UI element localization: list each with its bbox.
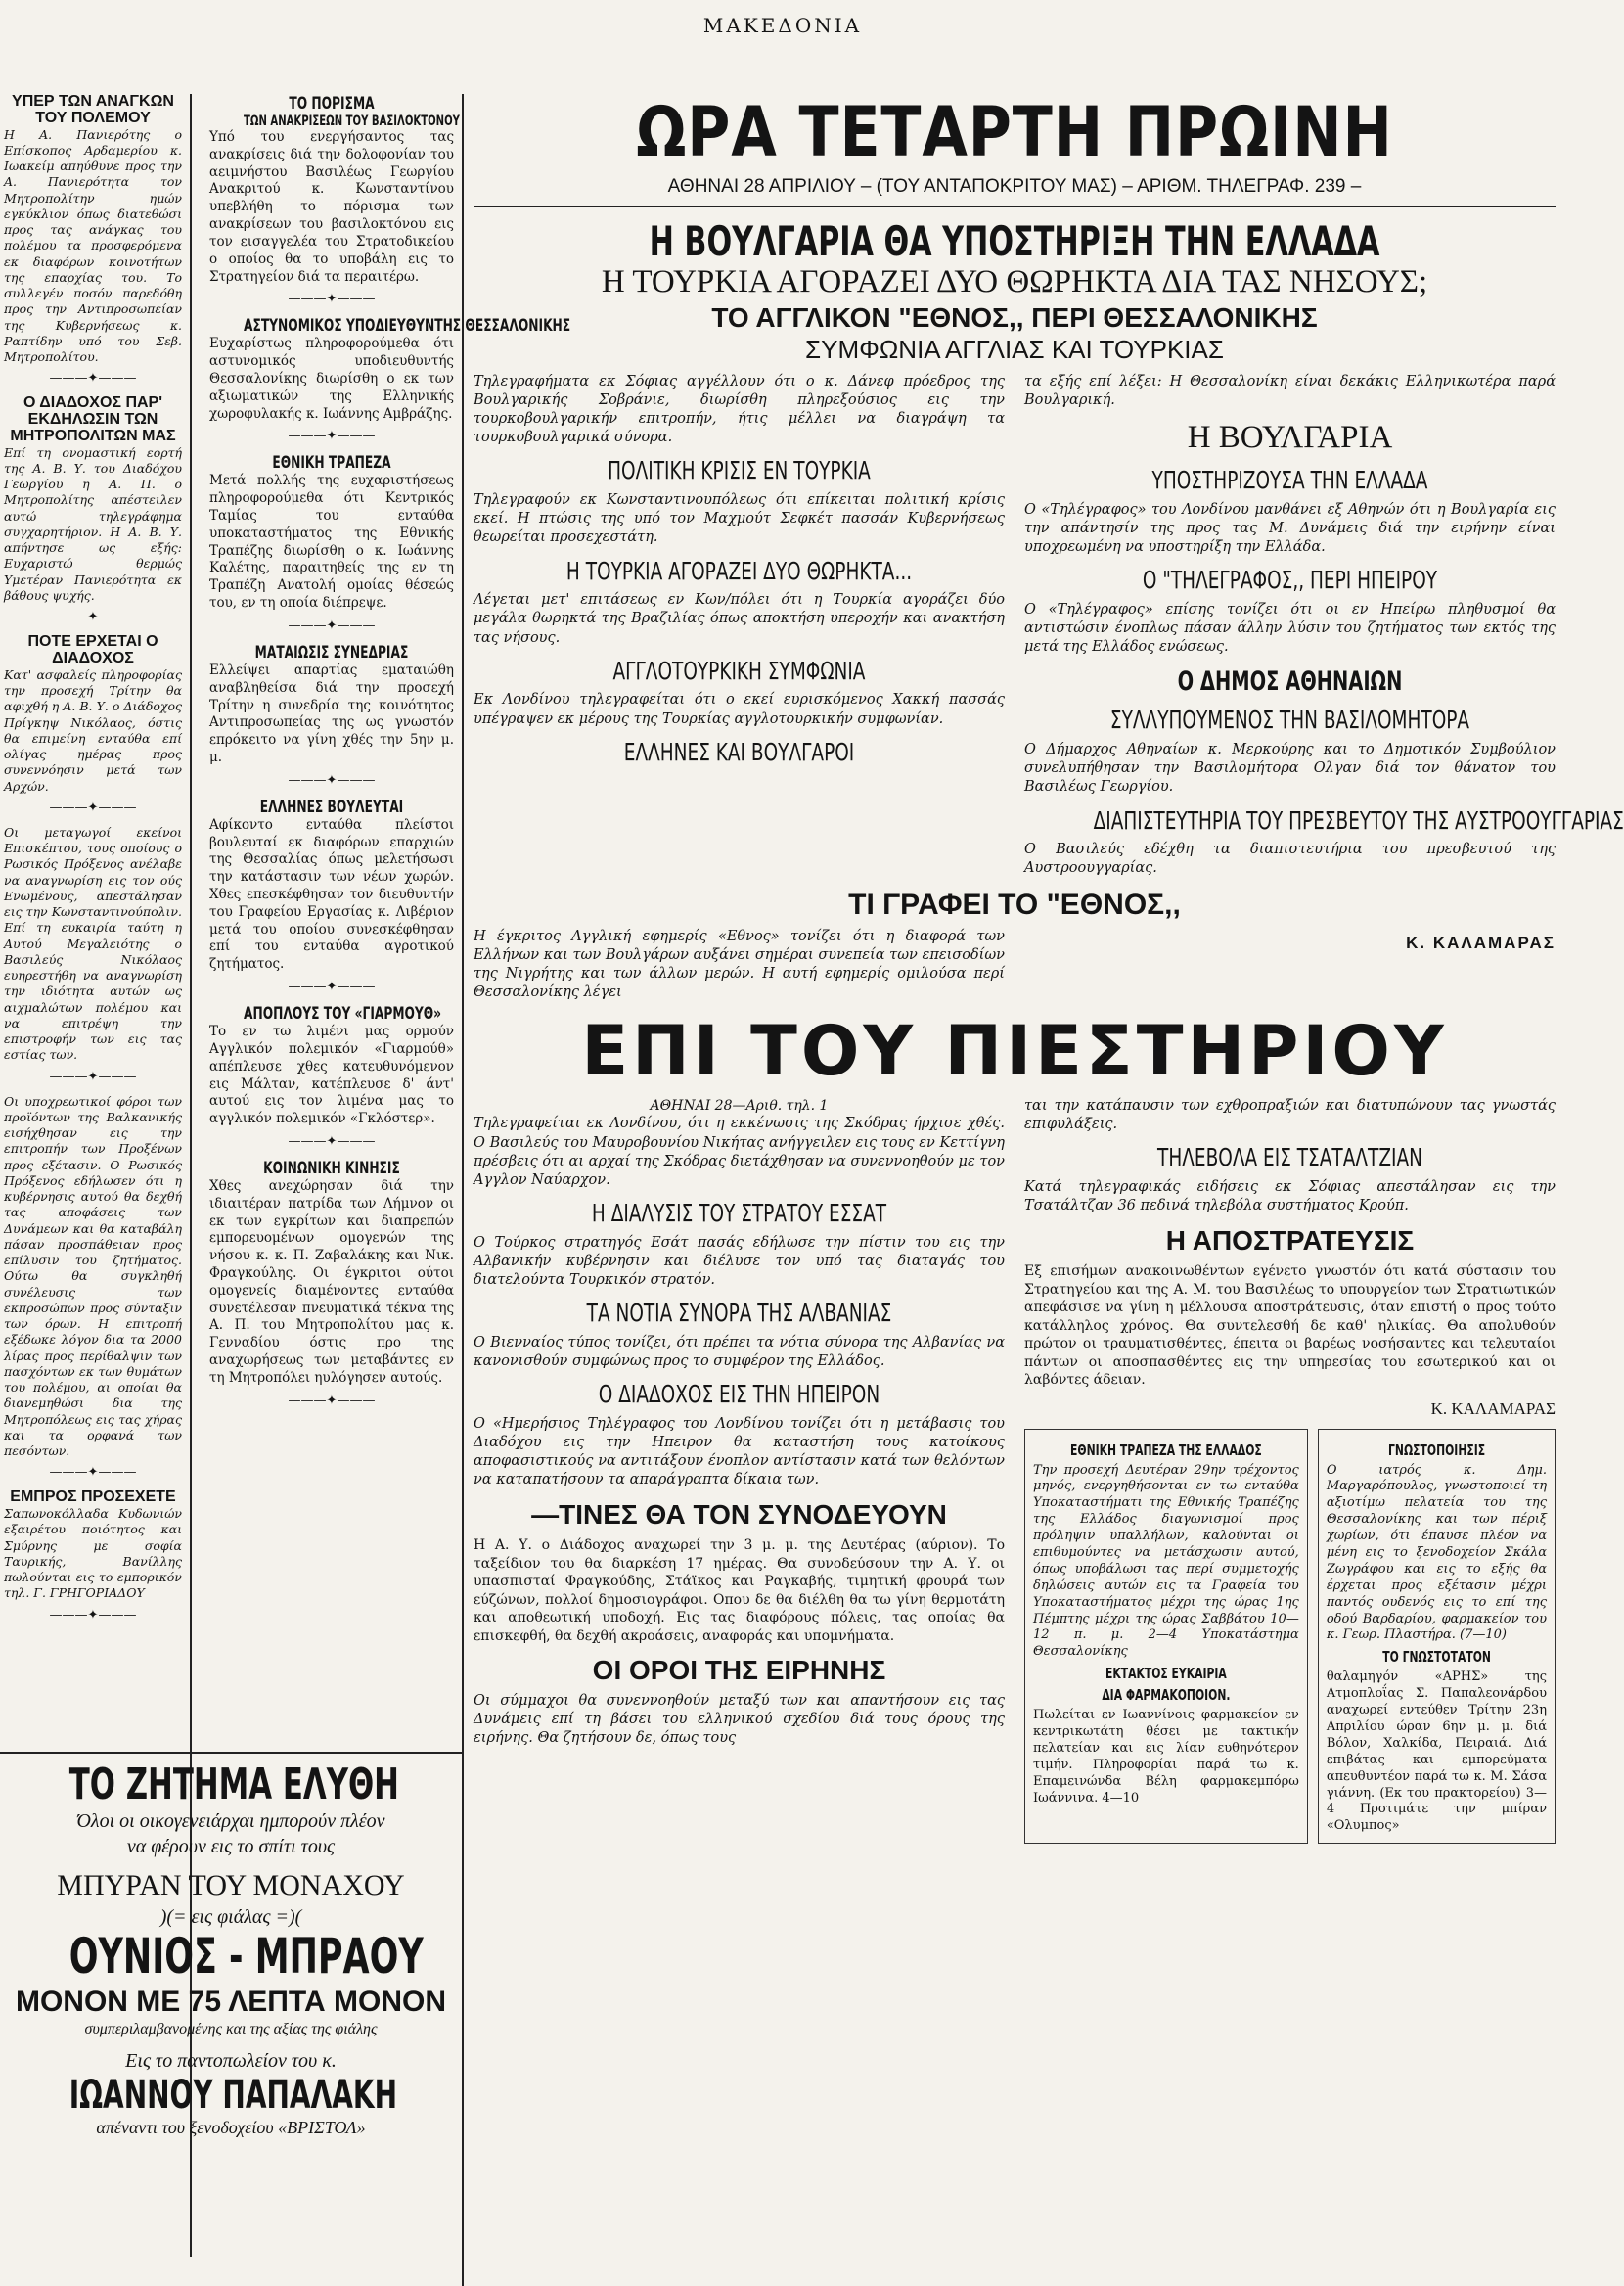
article-text: Ο Βασιλεύς εδέχθη τα διαπιστευτήρια του πρεσβευτού της Αυστροουγγαρίας. [1024,842,1556,877]
signature: Κ. ΚΑΛΑΜΑΡΑΣ [1406,933,1556,952]
article [4,825,182,1084]
article-headline: ΕΛΛΗΝΕΣ ΒΟΥΛΕΥΤΑΙ [259,797,404,817]
article-text: ται την κατάπαυσιν των εχθροπραξιών και διατυπώνουν τας γνωστάς επιφυλάξεις. [1024,1098,1556,1133]
article-headline: Η ΤΟΥΡΚΙΑ ΑΓΟΡΑΖΕΙ ΔΥΟ ΘΩΡΗΚΤΑ... [565,556,913,585]
article [474,1381,1005,1489]
article-headline: ΤΟ ΠΟΡΙΣΜΑ [289,94,375,114]
article [474,558,1005,648]
notice-text: Πωλείται εν Ιωαννίνοις φαρμακείον εν κεντρικωτάτη θέσει με τακτικήν πελατείαν και εις λίαν ευθηνότερον τιμήν. Πληροφορίαι παρά τω κ. Επαμεινώνδα Βέλη φαρμακεμπόρω Ιωάννινα. 4—10 [1033,1708,1299,1806]
article [4,395,182,624]
ornament-divider: ———✦——— [49,1069,137,1084]
dateline-2: ΑΘΗΝΑΙ 28—Αριθ. τηλ. 1 [650,1098,829,1115]
column-d [1024,1097,1556,1844]
ornament-divider: ———✦——— [288,1393,376,1408]
article-text: Ο Βιενναίος τύπος τονίζει, ότι πρέπει τα νότια σύνορα της Αλβανίας να κανονισθούν συμφώνως προς το συμφέρον της Ελλάδος. [474,1334,1005,1369]
article-text: Ο Τούρκος στρατηγός Εσάτ πασάς εδήλωσε την πίστιν του εις την Αλβανικήν κυβέρνησιν και διέλυσε τον υπό τας διαταγάς του διατελούντα Τουρκικόν στρατόν. [474,1234,1005,1288]
article-text: Εκ Λονδίνου τηλεγραφείται ότι ο εκεί ευρισκόμενος Χακκή πασσάς υπέγραψεν εκ μέρους της Τουρκίας αγγλοτουρκικήν συμφωνίαν. [474,692,1005,727]
ornament-divider: ———✦——— [49,800,137,815]
article-headline: ΥΠΕΡ ΤΩΝ ΑΝΑΓΚΩΝ ΤΟΥ ΠΟΛΕΜΟΥ [12,93,174,126]
article [474,1200,1005,1290]
ad-title: ΤΟ ΖΗΤΗΜΑ ΕΛΥΘΗ [68,1760,399,1809]
article-headline: ΟΙ ΟΡΟΙ ΤΗΣ ΕΙΡΗΝΗΣ [592,1655,886,1686]
ad-product: ΜΠΥΡΑΝ ΤΟΥ ΜΟΝΑΧΟΥ [57,1869,405,1902]
ornament-divider: ———✦——— [288,429,376,444]
article-headline: Ο ΔΙΑΔΟΧΟΣ ΕΙΣ ΤΗΝ ΗΠΕΙΡΟΝ [598,1380,880,1409]
ornament-divider: ———✦——— [49,371,137,387]
main-area [474,92,1624,2280]
notice-text: Την προσεχή Δευτέραν 29ην τρέχοντος μηνός, ενεργηθήσονται εν τω ενταύθα Υποκαταστήματι της Εθνικής Τραπέζης της Ελλάδος διαγωνισμοί προς πρόληψιν υπαλλήλων, καλούνται οι επιθυμούντες να μετάσχωσιν αυτού, όπως υποβάλωσι τας περί συμμετοχής δηλώσεις αυτών εις τα Γραφεία του Υποκαταστήματος μέχρι της ώρας 1ης Πέμπτης μέχρι της ώρας Σαββάτου 10—12 π. μ. 2—4 Υποκατάστημα Θεσσαλονίκης [1033,1462,1299,1660]
article-headline: Ο ΔΗΜΟΣ ΑΘΗΝΑΙΩΝ [1177,666,1403,698]
ad-line: )(= εις φιάλας =)( [159,1905,302,1928]
article [1024,420,1556,457]
column-a [474,373,1005,889]
notice-headline: ΕΘΝΙΚΗ ΤΡΑΠΕΖΑ ΤΗΣ ΕΛΛΑΔΟΣ [1070,1440,1262,1459]
ornament-divider: ———✦——— [49,1465,137,1481]
ornament-divider: ———✦——— [288,292,376,307]
article-subheadline: ΤΩΝ ΑΝΑΚΡΙΣΕΩΝ ΤΟΥ ΒΑΣΙΛΟΚΤΟΝΟΥ [244,114,460,129]
article-text: Η έγκριτος Αγγλική εφημερίς «Εθνος» τονίζει ότι η διαφορά των Ελλήνων και των Βουλγάρων αυξάνει σημέραι συνεπεία των επεισοδίων της Νιγρήτης και των άλλων μερών. Η αυτή εφημερίς ομιλούσα περί Θεσσαλονίκης λέγει [474,928,1005,1000]
article-headline: ΕΛΛΗΝΕΣ ΚΑΙ ΒΟΥΛΓΑΡΟΙ [623,737,855,766]
article [1024,373,1556,410]
ornament-divider: ———✦——— [288,772,376,788]
article [474,739,1005,767]
ad-price: ΜΟΝΟΝ ΜΕ 75 ΛΕΠΤΑ ΜΟΝΟΝ [15,1985,447,2018]
column-c [474,1097,1005,1844]
article-headline: ΤΗΛΕΒΟΛΑ ΕΙΣ ΤΣΑΤΑΛΤΖΙΑΝ [1157,1143,1422,1172]
main-title: ΩΡΑ ΤΕΤΑΡΤΗ ΠΡΩΙΝΗ [636,92,1393,172]
article [209,1004,454,1149]
article-text: Μετά πολλής της ευχαριστήσεως πληροφορούμεθα ότι Κεντρικός Ταμίας του ενταύθα υποκαταστήματος της Εθνικής Τραπέζης διωρίσθη ο κ. Ιωάννης Καλέτης, παραιτηθείς της εν τη Τραπέζη Ανατολή ομοίας θέσεώς του, εν τη οποία διέπρεψε. [209,473,454,612]
article-text: Η Α. Υ. ο Διάδοχος αναχωρεί την 3 μ. μ. της Δευτέρας (αύριον). Το ταξείδιον του θα διαρκέση 17 ημέρας. Θα συνοδεύσουν την Α. Υ. οι υπασπισταί Φραγκούδης, Στάϊκος και Ραγκαβής, τιμητική φρουρά των εύζώνων, πολλοί δημοσιογράφοι. Οπου δε θα διέλθη θα τω γίνη θερμοτάτη και αποθεωτική υποδοχή. Εις τας διαφόρους πόλεις, τας οποίας θα επισκεφθή, θα δεχθή ακροάσεις, αναφοράς και υπομνήματα. [474,1537,1005,1644]
article [474,658,1005,729]
article-headline: ΣΥΛΛΥΠΟΥΜΕΝΟΣ ΤΗΝ ΒΑΣΙΛΟΜΗΤΟΡΑ [1109,706,1470,735]
article-text: Ο «Ημερήσιος Τηλέγραφος του Λονδίνου τονίζει ότι η μετάβασις του Διαδόχου εις την Ηπειρον θα καταστήση τους κατοίκους αποφασιστικούς να αντιτάξουν ένοπλον αντίστασιν κατά των θελόντων να καταπατήσουν τα απαράγραπτα δίκαια των. [474,1415,1005,1488]
headline-4: ΣΥΜΦΩΝΙΑ ΑΓΓΛΙΑΣ ΚΑΙ ΤΟΥΡΚΙΑΣ [805,334,1224,364]
article-text: Τηλεγραφείται εκ Λονδίνου, ότι η εκκένωσις της Σκόδρας ήρχισε χθές. Ο Βασιλεύς του Μαυροβουνίου Νικήτας ανήγγειλεν εις τους εν Κεττίγνη πρέσβεις ότι αι αρχαί της Σκόδρας διετάχθησαν να συνεννοηθούν με τον Αγγλον Ναύαρχον. [474,1116,1005,1188]
article [4,1094,182,1481]
ad-line: Εις το παντοπωλείον του κ. [125,2050,337,2073]
article-text: Οι μεταγωγοί εκείνοι Επισκέπτου, τους οποίους ο Ρωσικός Πρόξενος ανέλαβε να αναγνωρίση εις τον ούς Ενωμένους, απεστάλησαν εις την Κωνσταντινούπολιν. Επί τη ευκαιρία ταύτη η Αυτού Μεγαλειότης ο Βασιλεύς Νικόλαος ευηρεστήθη να αναγνωρίση την ιδιότητα αυτών ως αιχμαλώτων πολέμου και να επιτρέψη την επιστροφήν των εις τας εστίας των. [4,824,182,1063]
headline-pistirio: ΕΠΙ ΤΟΥ ΠΙΕΣΤΗΡΙΟΥ [581,1011,1448,1092]
article [1024,707,1556,797]
article [209,94,460,307]
ad-line: να φέρουν εις το σπίτι τους [126,1836,336,1858]
article-text: Ο «Τηλέγραφος» του Λονδίνου μανθάνει εξ Αθηνών ότι η Βουλγαρία εις την απάντησίν της προς τας Μ. Δυνάμεις διά την ειρήνην είναι υποχρεωμένη να υποστηρίξη την Ελλάδα. [1024,501,1556,556]
article-text: Το εν τω λιμένι μας ορμούν Αγγλικόν πολεμικόν «Γιαρμούθ» απέπλευσε χθες κατευθυνόμενον εις Μάλταν, κατέπλευσε δ' άντ' αυτού εις τον λιμένα μας το αγγλικόν πολεμικόν «Γκλόστερ». [209,1024,454,1127]
masthead: ΜΑΚΕΔΟΝΙΑ [702,14,863,37]
notice-text: Ο ιατρός κ. Δημ. Μαργαρόπουλος, γνωστοποιεί τη αξιοτίμω πελατεία του της Θεσσαλονίκης και των πέριξ χωρίων, ότι έπαυσε πλέον να μένη εις το ξενοδοχείον Σκάλα Ζωγράφου και εις το εξής θα έρχεται προς εξέτασιν μέχρι παντός ουδενός εις το επί της οδού Βαρδαρίου, φαρμακείον του κ. Γεωρ. Πλαστήρα. (7—10) [1326,1462,1547,1643]
beer-advertisement [0,1752,464,2286]
article-headline: —ΤΙΝΕΣ ΘΑ ΤΟΝ ΣΥΝΟΔΕΥΟΥΝ [531,1499,947,1531]
article-text: Ο Δήμαρχος Αθηναίων κ. Μερκούρης και το Δημοτικόν Συμβούλιον συνελυπήθησαν την Βασιλομήτορα Ολγαν διά τον θάνατον του Βασιλέως Γεωργίου. [1024,742,1556,796]
ad-address: απέναντι του ξενοδοχείου «ΒΡΙΣΤΟΛ» [96,2118,366,2138]
signature: Κ. ΚΑΛΑΜΑΡΑΣ [1430,1398,1556,1418]
ornament-divider: ———✦——— [288,1133,376,1149]
notice-headline: ΤΟ ΓΝΩΣΤΟΤΑΤΟΝ [1382,1648,1491,1667]
article-text: Κατ' ασφαλείς πληροφορίας την προσεχή Τρίτην θα αφιχθή η Α. Β. Υ. ο Διάδοχος Πρίγκηψ Νικόλαος, όστις θα επιμείνη ενταύθα επί ολίγας ημέρας προς συνεννόησιν μετά των Αρχών. [4,666,182,794]
article-headline: ΜΑΤΑΙΩΣΙΣ ΣΥΝΕΔΡΙΑΣ [254,642,409,663]
article [1024,805,1624,879]
article-headline: ΚΟΙΝΩΝΙΚΗ ΚΙΝΗΣΙΣ [263,1158,400,1178]
middle-column [202,94,571,1816]
article [474,1300,1005,1371]
headline-ti-grafei: ΤΙ ΓΡΑΦΕΙ ΤΟ "ΕΘΝΟΣ,, [848,888,1181,921]
notice-headline: ΔΙΑ ΦΑΡΜΑΚΟΠΟΙΟΝ. [1102,1686,1231,1705]
article-text: Ευχαρίστως πληροφορούμεθα ότι αστυνομικός υποδιευθυντής Θεσσαλονίκης διωρίσθη ο εκ των αξιωματικών της Ελληνικής χωροφυλακής κ. Ιωάννης Αμβράζης. [209,336,454,422]
ad-line: Όλοι οι οικογενειάρχαι ημπορούν πλέον [76,1810,385,1833]
article-text: Κατά τηλεγραφικάς ειδήσεις εκ Σόφιας απεστάλησαν εις την Τσατάλτζαν 36 πεδινά τηλεβόλα συστήματος Κρούπ. [1024,1179,1556,1214]
article-text: Χθες ανεχώρησαν διά την ιδιαιτέραν πατρίδα των Λήμνον οι εκ των εγκρίτων και διαπρεπών εμπορευομένων ομογενών της νήσου κ. κ. Π. Ζαβαλάκης και Νικ. Φραγκούλης. Οι έγκριτοι ούτοι ομογενείς διαμένοντες ενταύθα συνετέλεσαν πνευματικά τέκνα της Α. Π. του Μητροπολίτου μας κ. Γενναδίου όστις προ της αναχωρήσεως των μεταβάντες εν τη Μητροπόλει ηυλόγησεν αυτούς. [209,1177,454,1386]
column-b [1024,373,1624,889]
ornament-divider: ———✦——— [288,617,376,633]
article-headline: Ο "ΤΗΛΕΓΡΑΦΟΣ,, ΠΕΡΙ ΗΠΕΙΡΟΥ [1142,566,1438,595]
article-text: Αφίκοντο ενταύθα πλείστοι βουλευταί εκ διαφόρων επαρχιών της Θεσσαλίας όπως μελετήσωσι την κατάστασιν των νέων χωρών. Χθες επεσκέφθησαν τον διευθυντήν του Γραφείου Εργασίας κ. Λιβέριον μετά του οποίου συνεσκέφθησαν επί του ενταύθα αγροτικού ζητήματος. [209,816,454,973]
article-headline: ΑΠΟΠΛΟΥΣ ΤΟΥ «ΓΙΑΡΜΟΥΘ» [244,1004,442,1025]
article-text: Οι σύμμαχοι θα συνεννοηθούν μεταξύ των και απαντήσουν εις τας Δυνάμεις επί τη βάσει του ελληνικού σχεδίου διά τους όρους της ειρήνης. Θα ζητήσουν δε, όπως τους [474,1693,1005,1747]
article-text: Εξ επισήμων ανακοινωθέντων εγένετο γνωστόν ότι κατά σύστασιν του Στρατηγείου και της Α. Μ. του Βασιλέως το υπουργείον των Στρατιωτικών απεφάσισε να γίνη η μέλλουσα αποστράτευσις, όταν επιστή ο προς τούτο κατάλληλος χρόνος. Θα συντελεσθή δε καθ' ηλικίας. Θα απολυθούν πρώτον οι τραυματισθέντες, έπειτα οι βαρέως νοσήσαντες και τελευταίοι πάντων οι αποσπασθέντες εις την υπηρεσίας του εσωτερικού και οι λαβόντες άδειαν. [1024,1263,1556,1389]
article-headline: ΠΟΤΕ ΕΡΧΕΤΑΙ Ο ΔΙΑΔΟΧΟΣ [27,633,158,667]
ad-merchant: ΙΩΑΝΝΟΥ ΠΑΠΑΛΑΚΗ [68,2073,398,2119]
article [209,316,571,444]
article-headline: Η ΒΟΥΛΓΑΡΙΑ [1187,420,1393,456]
article [1024,1225,1556,1389]
article-headline: ΥΠΟΣΤΗΡΙΖΟΥΣΑ ΤΗΝ ΕΛΛΑΔΑ [1151,466,1428,495]
headline-1: Η ΒΟΥΛΓΑΡΙΑ ΘΑ ΥΠΟΣΤΗΡΙΞΗ ΤΗΝ ΕΛΛΑΔΑ [649,217,1380,265]
article [209,453,454,633]
article-headline: ΔΙΑΠΙΣΤΕΥΤΗΡΙΑ ΤΟΥ ΠΡΕΣΒΕΥΤΟΥ ΤΗΣ ΑΥΣΤΡΟΟΥΓΓΑΡΙΑΣ [1093,805,1624,835]
article [1024,666,1556,697]
article [474,1499,1005,1645]
article-headline: ΑΓΓΛΟΤΟΥΡΚΙΚΗ ΣΥΜΦΩΝΙΑ [612,656,866,685]
article-headline: ΑΣΤΥΝΟΜΙΚΟΣ ΥΠΟΔΙΕΥΘΥΝΤΗΣ ΘΕΣΣΑΛΟΝΙΚΗΣ [244,316,571,337]
article-text: Λέγεται μετ' επιτάσεως εν Κων/πόλει ότι η Τουρκία αγοράζει δύο μεγάλα θωρηκτά της Βραζιλίας όπως αποκτήση υπεροχήν και ανακτήση τας νήσους. [474,592,1005,646]
article-headline: ΤΑ ΝΟΤΙΑ ΣΥΝΟΡΑ ΤΗΣ ΑΛΒΑΝΙΑΣ [586,1299,892,1328]
article-text: τα εξής επί λέξει: Η Θεσσαλονίκη είναι δεκάκις Ελληνικωτέρα παρά Βουλγαρική. [1024,373,1556,409]
article-text: Οι υποχρεωτικοί φόροι των προϊόντων της Βαλκανικής εισήχθησαν εις την επιτροπήν των Προξένων προς εξέτασιν. Ο Ρωσικός Πρόξενος εδήλωσεν ότι η κυβέρνησις αυτού θα δεχθή τας αποφάσεις των Δυνάμεων και θα καταβάλη πάσαν προσπάθειαν προς επίλυσιν του ζητήματος. Ούτω θα συγκληθή συνέλευσις των εκπροσώπων προς σύνταξιν των όρων. Η επιτροπή εξέδωκε λόγον δια τα 2000 λίρας προς περίθαλψιν των πασχόντων εκ των θυμάτων του πολέμου, αι οποίαι θα διανεμηθώσι δια της Μητροπόλεως εις τας χήρας και τα ορφανά των πεσόντων. [4,1093,182,1459]
article [4,94,182,386]
article-text: Επί τη ονομαστική εορτή της Α. Β. Υ. του Διαδόχου Γεωργίου η Α. Π. ο Μητροπολίτης απέστειλεν αυτώ τηλεγράφημα συγχαρητήριον. Η Α. Β. Υ. απήντησε ως εξής: Ευχαριστώ θερμώς Υμετέραν Πανιερότητα εκ βάθους ψυχής. [4,444,182,603]
article [1024,467,1556,557]
article-headline: Η ΔΙΑΛΥΣΙΣ ΤΟΥ ΣΤΡΑΤΟΥ ΕΣΣΑΤ [591,1198,887,1227]
ornament-divider: ———✦——— [49,1607,137,1623]
article [1024,1144,1556,1215]
article [4,1489,182,1622]
article [4,634,182,815]
article [209,798,454,994]
article-text: Η Α. Πανιερότης ο Επίσκοπος Αρδαμερίου κ. Ιωακείμ απηύθυνε προς την Α. Πανιερότητα τον Μητροπολίτην ημών εγκύκλιον όπως διατεθώσι προς τας ανάγκας του πολέμου τα προσφερόμενα εκ διαφόρων κοινοτήτων της επαρχίας του. Το συλλεγέν ποσόν παρεδόθη προς την Αντιπροσωπείαν της Κυβερνήσεως κ. Ραπτίδην υπό του Σεβ. Μητροπολίτου. [4,126,182,365]
article-headline: Η ΑΠΟΣΤΡΑΤΕΥΣΙΣ [1165,1225,1415,1257]
article [209,1159,454,1408]
notice-text: θαλαμηγόν «ΑΡΗΣ» της Ατμοπλοΐας Σ. Παπαλεονάρδου αναχωρεί εντεύθεν Τρίτην 23η Απριλίου ώραν 6ην μ. μ. διά Βόλον, Χαλκίδα, Πειραιά. Διά επιβάτας και εμπορεύματα απευθυντέον παρά τω κ. Μ. Σάσα γιάννη. (Εκ του πρακτορείου) 3—4 Προτιμάτε την μπίραν «Ολυμπος» [1326,1669,1547,1834]
article-text: Υπό του ενεργήσαντος τας ανακρίσεις διά την δολοφονίαν του αειμνήστου Βασιλέως Γεωργίου Ανακριτού κ. Κωνσταντίνου υπεβλήθη το πόρισμα των ανακρίσεων του βασιλοκτόνου εις τον εισαγγελέα του Στρατοδικείου ο οποίος θα το υποβάλη εις το Στρατηγείον διά τα περαιτέρω. [209,129,454,285]
notice-headline: ΓΝΩΣΤΟΠΟΙΗΣΙΣ [1387,1440,1485,1459]
article-headline: Ο ΔΙΑΔΟΧΟΣ ΠΑΡ' ΕΚΔΗΛΩΣΙΝ ΤΩΝ ΜΗΤΡΟΠΟΛΙΤΩΝ ΜΑΣ [10,394,176,444]
article [474,457,1005,547]
notice-box [1024,1429,1308,1845]
ornament-divider: ———✦——— [49,610,137,625]
article-headline: ΠΟΛΙΤΙΚΗ ΚΡΙΣΙΣ ΕΝ ΤΟΥΡΚΙΑ [608,456,871,485]
article [474,1115,1005,1190]
article-text: Τηλεγραφήματα εκ Σόφιας αγγέλλουν ότι ο κ. Δάνεφ πρόεδρος της Βουλγαρικής Σοβράνιε, διωρίσθη πληρεξούσιος εις την τουρκοβουλγαρικήν επιτροπήν, ήτις μέλλει να διαγράψη τα τουρκοβουλγαρικά σύνορα. [474,373,1005,446]
article [474,373,1005,448]
dateline: ΑΘΗΝΑΙ 28 ΑΠΡΙΛΙΟΥ – (ΤΟΥ ΑΝΤΑΠΟΚΡΙΤΟΥ ΜΑΣ) – ΑΡΙΘΜ. ΤΗΛΕΓΡΑΦ. 239 – [474,176,1556,207]
ornament-divider: ———✦——— [288,980,376,995]
notice-box [1318,1429,1556,1845]
article [209,643,454,788]
article-text: Τηλεγραφούν εκ Κωνσταντινουπόλεως ότι επίκειται πολιτική κρίσις εκεί. Η πτώσις της υπό τον Μαχμούτ Σεφκέτ πασσάν Κυβερνήσεως θεωρείται προσεχεστάτη. [474,492,1005,546]
article-text: Σαπωνοκόλλαδα Κυδωνιών εξαιρέτου ποιότητος και Σμύρνης με σοφία Ταυρικής, Βανίλλης πωλούνται εις το εμπορικόν τηλ. Γ. ΓΡΗΓΟΡΙΑΔΟΥ [4,1506,182,1601]
headline-3: ΤΟ ΑΓΓΛΙΚΟΝ "ΕΘΝΟΣ,, ΠΕΡΙ ΘΕΣΣΑΛΟΝΙΚΗΣ [711,302,1318,334]
article [474,1655,1005,1748]
article-text: Ο «Τηλέγραφος» επίσης τονίζει ότι οι εν Ηπείρω πληθυσμοί θα αντιστώσιν ένοπλως πάσαν άλλην λύσιν του ζητήματος των εκτός της μετά της Ελλάδος ενώσεως. [1024,601,1556,656]
notice-headline: ΕΚΤΑΚΤΟΣ ΕΥΚΑΙΡΙΑ [1105,1665,1227,1683]
ad-brand: ΟΥΝΙΟΣ - ΜΠΡΑΟΥ [68,1927,424,1985]
article [1024,567,1556,657]
article-headline: ΕΘΝΙΚΗ ΤΡΑΠΕΖΑ [272,453,391,474]
article-headline: ΕΜΠΡΟΣ ΠΡΟΣΕΧΕΤΕ [10,1488,176,1506]
ad-line: συμπεριλαμβανομένης και της αξίας της φιάλης [84,2021,378,2038]
article-text: Ελλείψει απαρτίας εματαιώθη αναβληθείσα διά την προσεχή Τρίτην η συνεδρία της κοινότητος Αντιπροσωπείας της ως γνωστόν επρόκειτο να γίνη χθές την 5ην μ. μ. [209,662,454,765]
headline-2: Η ΤΟΥΡΚΙΑ ΑΓΟΡΑΖΕΙ ΔΥΟ ΘΩΡΗΚΤΑ ΔΙΑ ΤΑΣ ΝΗΣΟΥΣ; [601,264,1428,300]
article [1024,1097,1556,1134]
